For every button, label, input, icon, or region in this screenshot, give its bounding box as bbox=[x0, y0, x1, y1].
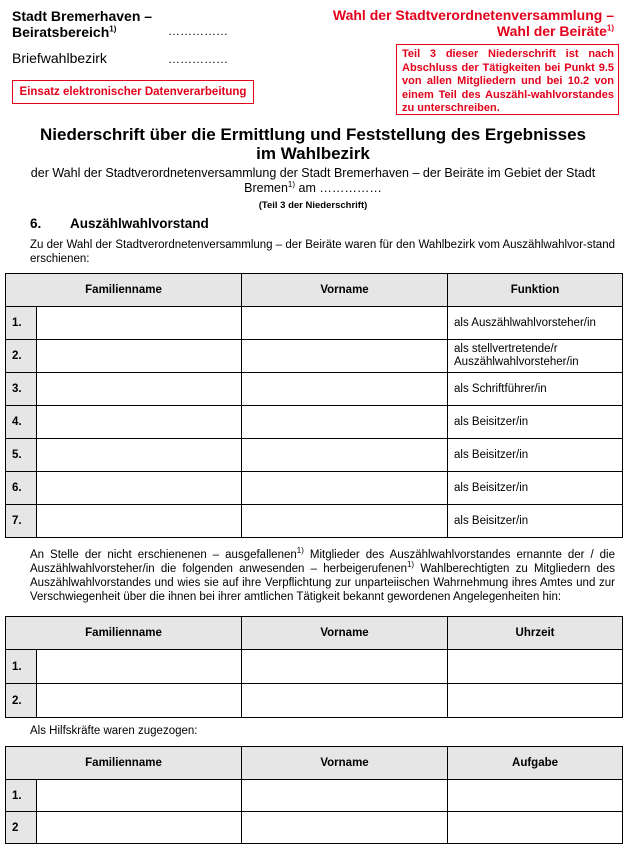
vorname-cell[interactable] bbox=[242, 472, 448, 505]
familienname-cell[interactable] bbox=[37, 406, 242, 439]
table-row bbox=[6, 780, 623, 812]
funktion-cell: als Schriftführer/in bbox=[448, 373, 623, 406]
section-heading: Auszählwahlvorstand bbox=[70, 216, 209, 231]
familienname-cell[interactable] bbox=[37, 505, 242, 538]
table-header bbox=[6, 617, 623, 650]
election-title: Wahl der Stadtverordnetenversammlung – Wahl der Beiräte$^{1)}$ bbox=[332, 7, 614, 39]
funktion-cell: als Beisitzer/in bbox=[448, 439, 623, 472]
familienname-cell[interactable] bbox=[37, 439, 242, 472]
table-row bbox=[6, 406, 623, 439]
col-familienname: Familienname bbox=[6, 274, 242, 307]
part-label: (Teil 3 der Niederschrift) bbox=[258, 200, 368, 211]
table-row bbox=[6, 472, 623, 505]
aufgabe-cell[interactable] bbox=[448, 812, 623, 844]
table-header bbox=[6, 747, 623, 780]
uhrzeit-cell[interactable] bbox=[448, 684, 623, 718]
table-row bbox=[6, 650, 623, 684]
funktion-cell: als Beisitzer/in bbox=[448, 472, 623, 505]
table-row bbox=[6, 812, 623, 844]
col-familienname: Familienname bbox=[6, 617, 242, 650]
col-aufgabe: Aufgabe bbox=[448, 747, 623, 780]
table-header bbox=[6, 274, 623, 307]
familienname-cell[interactable] bbox=[37, 307, 242, 340]
row-number: 2. bbox=[6, 340, 37, 373]
row-number: 4. bbox=[6, 406, 37, 439]
page-title: Niederschrift über die Ermittlung und Feststellung des Ergebnisses im Wahlbezirk bbox=[40, 125, 586, 163]
row-number: 6. bbox=[6, 472, 37, 505]
table-row bbox=[6, 684, 623, 718]
familienname-cell[interactable] bbox=[37, 340, 242, 373]
district-label: Briefwahlbezirk bbox=[12, 50, 107, 66]
familienname-cell[interactable] bbox=[37, 812, 242, 844]
table-row bbox=[6, 505, 623, 538]
board-table bbox=[5, 273, 623, 538]
helpers-table bbox=[5, 746, 623, 844]
area-dots[interactable]: …………… bbox=[168, 24, 228, 38]
row-number: 2 bbox=[6, 812, 37, 844]
section-number: 6. bbox=[30, 216, 42, 231]
col-familienname: Familienname bbox=[6, 747, 242, 780]
helpers-paragraph: Als Hilfskräfte waren zugezogen: bbox=[30, 725, 198, 737]
row-number: 1. bbox=[6, 780, 37, 812]
vorname-cell[interactable] bbox=[242, 307, 448, 340]
area-label: Beiratsbereich$^{1)}$ bbox=[12, 24, 117, 40]
table-row bbox=[6, 340, 623, 373]
uhrzeit-cell[interactable] bbox=[448, 650, 623, 684]
row-number: 1. bbox=[6, 650, 37, 684]
header-left bbox=[12, 8, 152, 40]
familienname-cell[interactable] bbox=[37, 472, 242, 505]
notice-box: Teil 3 dieser Niederschrift ist nach Abschluss der Tätigkeiten bei Punkt 9.5 von allen Mitgliedern und bei 10.2 von einem Teil des Auszähl-wahlvorstandes zu unterschreiben. bbox=[396, 44, 619, 115]
familienname-cell[interactable] bbox=[37, 650, 242, 684]
funktion-cell: als Auszählwahlvorsteher/in bbox=[448, 307, 623, 340]
funktion-cell: als Beisitzer/in bbox=[448, 406, 623, 439]
vorname-cell[interactable] bbox=[242, 373, 448, 406]
row-number: 1. bbox=[6, 307, 37, 340]
aufgabe-cell[interactable] bbox=[448, 780, 623, 812]
vorname-cell[interactable] bbox=[242, 406, 448, 439]
vorname-cell[interactable] bbox=[242, 505, 448, 538]
row-number: 3. bbox=[6, 373, 37, 406]
section-intro: Zu der Wahl der Stadtverordnetenversammlung – der Beiräte waren für den Wahlbezirk vom Auszählwahlvor-stand erschienen: bbox=[30, 239, 615, 265]
col-vorname: Vorname bbox=[242, 617, 448, 650]
vorname-cell[interactable] bbox=[242, 439, 448, 472]
funktion-cell: als Beisitzer/in bbox=[448, 505, 623, 538]
col-uhrzeit: Uhrzeit bbox=[448, 617, 623, 650]
row-number: 5. bbox=[6, 439, 37, 472]
replacement-paragraph: An Stelle der nicht erschienenen – ausgefallenen$^{1)}$ Mitglieder des Auszählwahlvorstandes ernannte der / die Auszählwahlvorsteher/in die folgenden anwesenden – herbeigerufenen$^{1)}$ Wahlberechtigten zu Mitgliedern des Auszählwahlvorstandes und wies sie auf ihre Verpflichtung zur unparteiischen Wahrnehmung ihres Amtes und zur Verschwiegenheit über die ihnen bei ihrer amtlichen Tätigkeit bekannt gewordenen Angelegenheiten hin: bbox=[30, 546, 615, 603]
edv-box: Einsatz elektronischer Datenverarbeitung bbox=[12, 80, 254, 104]
vorname-cell[interactable] bbox=[242, 650, 448, 684]
vorname-cell[interactable] bbox=[242, 340, 448, 373]
col-vorname: Vorname bbox=[242, 274, 448, 307]
district-dots[interactable]: …………… bbox=[168, 52, 228, 66]
row-number: 2. bbox=[6, 684, 37, 718]
table-row bbox=[6, 373, 623, 406]
col-vorname: Vorname bbox=[242, 747, 448, 780]
row-number: 7. bbox=[6, 505, 37, 538]
familienname-cell[interactable] bbox=[37, 780, 242, 812]
funktion-cell: als stellvertretende/r Auszählwahlvorsteher/in bbox=[448, 340, 623, 373]
table-row bbox=[6, 439, 623, 472]
replacement-table bbox=[5, 616, 623, 718]
table-row bbox=[6, 307, 623, 340]
col-funktion: Funktion bbox=[448, 274, 623, 307]
subtitle: der Wahl der Stadtverordnetenversammlung der Stadt Bremerhaven – der Beiräte im Gebiet der Stadt Bremen$^{1)}$ am …………… bbox=[30, 166, 596, 195]
familienname-cell[interactable] bbox=[37, 373, 242, 406]
familienname-cell[interactable] bbox=[37, 684, 242, 718]
vorname-cell[interactable] bbox=[242, 684, 448, 718]
vorname-cell[interactable] bbox=[242, 780, 448, 812]
vorname-cell[interactable] bbox=[242, 812, 448, 844]
city-label: Stadt Bremerhaven – bbox=[12, 8, 153, 24]
